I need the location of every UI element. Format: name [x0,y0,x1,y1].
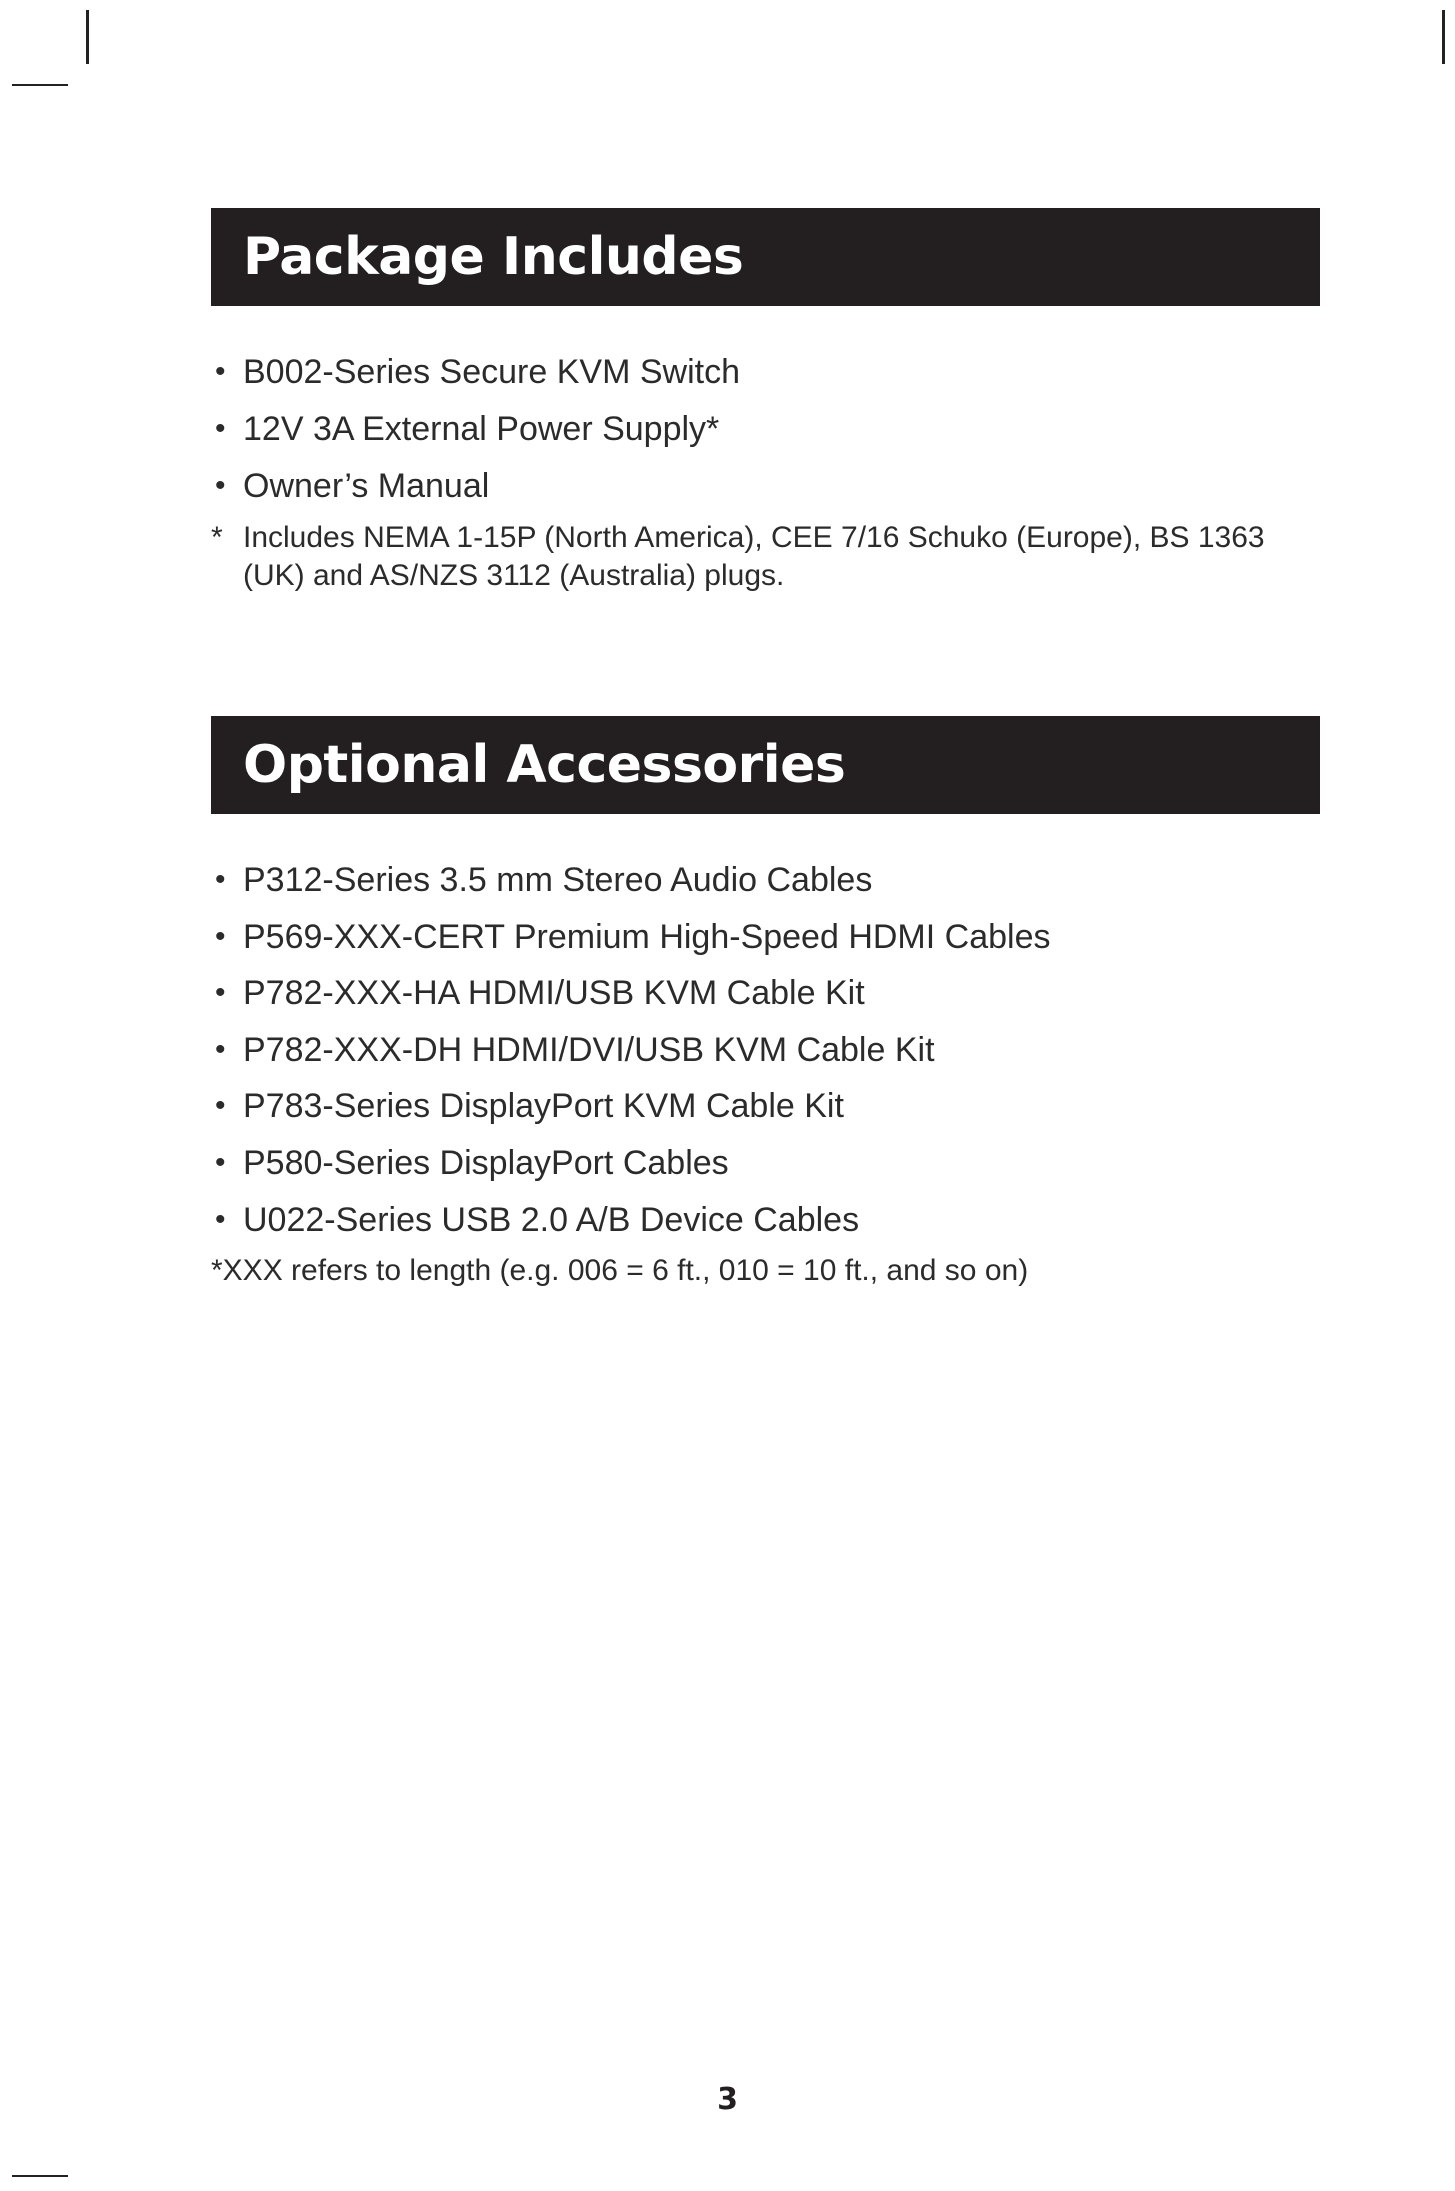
list-item [211,1143,1320,1183]
list-item [211,1086,1320,1126]
bullet-icon: • [215,1202,226,1236]
list-item-text: 12V 3A External Power Supply* [243,410,720,448]
list-item-text: P782-XXX-DH HDMI/DVI/USB KVM Cable Kit [243,1030,935,1069]
list-item-text: P569-XXX-CERT Premium High-Speed HDMI Cables [243,917,1051,956]
bullet-icon: • [215,976,226,1010]
bullet-icon: • [215,863,226,896]
list-item-text: P580-Series DisplayPort Cables [243,1143,729,1182]
package-includes-title: Package Includes [243,227,744,287]
bullet-icon: • [215,355,226,388]
list-item [211,1200,1320,1240]
list-item [211,917,1320,957]
crop-mark-top-left-horizontal [12,84,68,86]
list-item-text: Owner’s Manual [243,467,490,505]
list-item [211,1030,1320,1070]
list-item [211,409,1320,449]
list-item [211,352,1320,392]
list-item-text: P782-XXX-HA HDMI/USB KVM Cable Kit [243,974,865,1013]
list-item [211,973,1320,1013]
bullet-icon: • [215,469,226,502]
list-item-text: U022-Series USB 2.0 A/B Device Cables [243,1200,860,1239]
accessories-footnote: *XXX refers to length (e.g. 006 = 6 ft., 010 = 10 ft., and so on) [211,1254,1029,1287]
list-item [211,466,1320,506]
crop-mark-top-right-vertical [1442,10,1445,64]
bullet-icon: • [215,1145,226,1179]
package-includes-header [211,208,1320,306]
crop-mark-top-left-vertical [86,10,89,64]
bullet-icon: • [215,919,226,953]
footnote-marker: * [211,521,223,554]
list-item [211,860,1320,900]
package-footnote [211,519,1320,595]
bullet-icon: • [215,412,226,445]
footnote-text: Includes NEMA 1-15P (North America), CEE 7/16 Schuko (Europe), BS 1363 (UK) and AS/NZS 3112 (Australia) plugs. [243,521,1265,592]
page-number: 3 [717,2082,738,2117]
bullet-icon: • [215,1032,226,1066]
crop-mark-bottom-left-horizontal [12,2175,68,2177]
list-item-text: B002-Series Secure KVM Switch [243,353,740,391]
optional-accessories-header [211,716,1320,814]
list-item-text: P783-Series DisplayPort KVM Cable Kit [243,1087,844,1126]
package-includes-list [211,352,1320,523]
bullet-icon: • [215,1089,226,1123]
optional-accessories-title: Optional Accessories [243,735,846,795]
list-item-text: P312-Series 3.5 mm Stereo Audio Cables [243,861,873,899]
optional-accessories-list [211,860,1320,1256]
